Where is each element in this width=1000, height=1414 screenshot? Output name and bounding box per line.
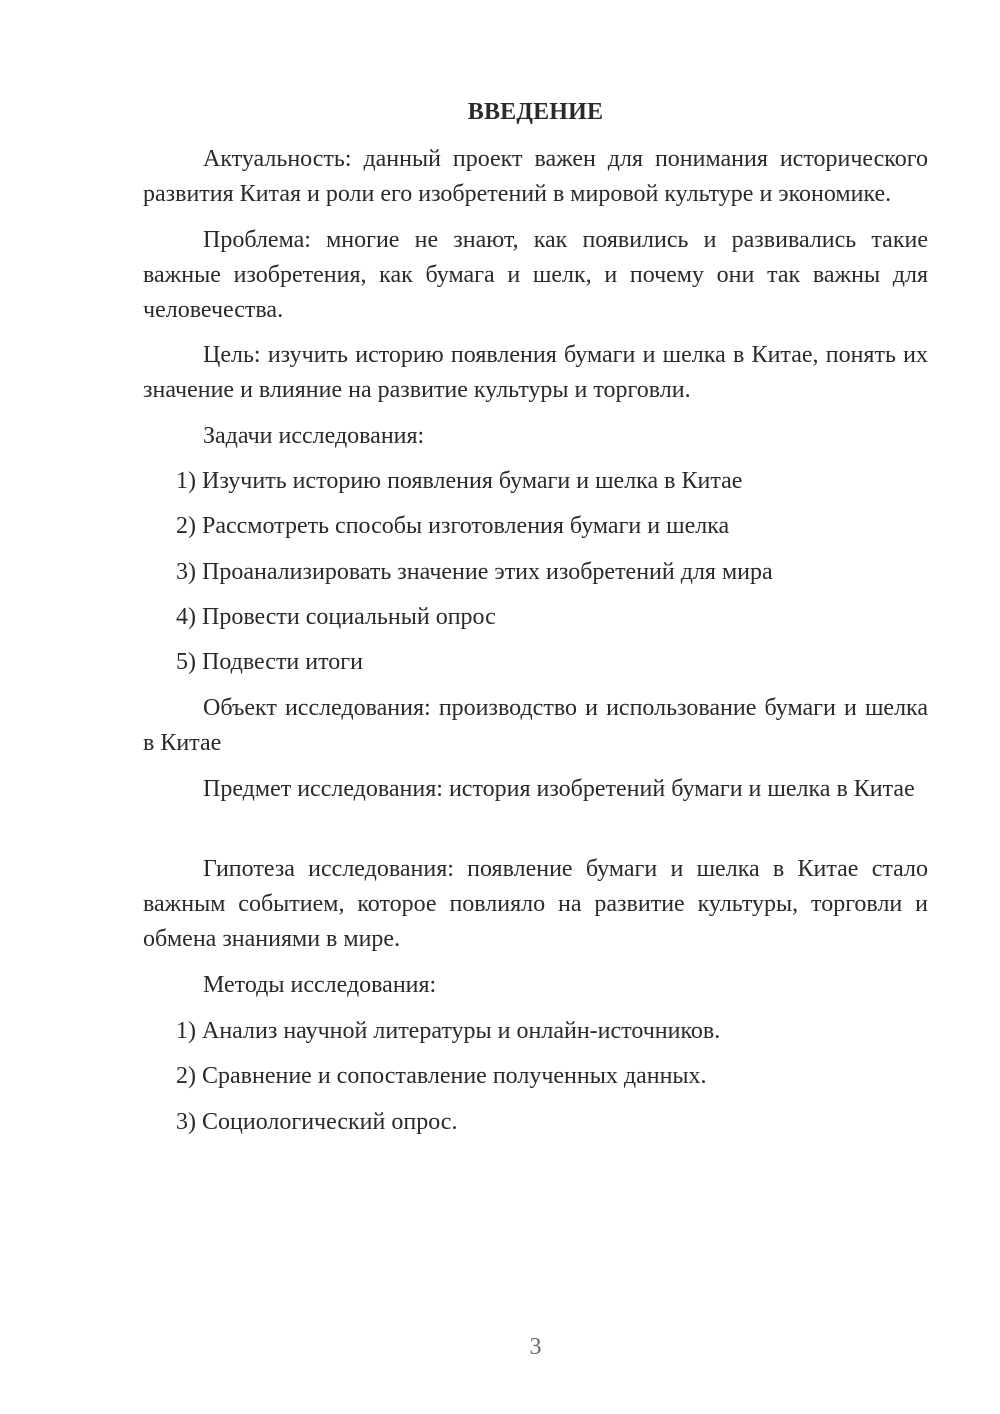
problem-paragraph: Проблема: многие не знают, как появились и развивались такие важные изобретения, как бумага и шелк, и почему они так важны для человечества.: [143, 227, 928, 323]
hypothesis-paragraph: Гипотеза исследования: появление бумаги и шелка в Китае стало важным событием, которое повлияло на развитие культуры, торговли и обмена знаниями в мире.: [143, 856, 928, 952]
document-page: [143, 0, 928, 1414]
task-item-5: 5) Подвести итоги: [176, 649, 363, 675]
task-item-1: 1) Изучить историю появления бумаги и шелка в Китае: [176, 468, 743, 494]
task-item-3: 3) Проанализировать значение этих изобретений для мира: [176, 559, 773, 585]
methods-heading: Методы исследования:: [203, 972, 437, 998]
subject-paragraph: Предмет исследования: история изобретений бумаги и шелка в Китае: [203, 776, 915, 802]
method-item-3: 3) Социологический опрос.: [176, 1109, 458, 1135]
page-number: 3: [529, 1334, 542, 1360]
method-item-2: 2) Сравнение и сопоставление полученных данных.: [176, 1063, 707, 1089]
task-item-4: 4) Провести социальный опрос: [176, 604, 496, 630]
method-item-1: 1) Анализ научной литературы и онлайн-источников.: [176, 1018, 721, 1044]
page-title: ВВЕДЕНИЕ: [467, 99, 604, 125]
object-paragraph: Объект исследования: производство и использование бумаги и шелка в Китае: [143, 695, 928, 756]
goal-paragraph: Цель: изучить историю появления бумаги и шелка в Китае, понять их значение и влияние на развитие культуры и торговли.: [143, 342, 928, 403]
relevance-paragraph: Актуальность: данный проект важен для понимания исторического развития Китая и роли его изобретений в мировой культуре и экономике.: [143, 146, 928, 207]
tasks-heading: Задачи исследования:: [203, 423, 425, 449]
task-item-2: 2) Рассмотреть способы изготовления бумаги и шелка: [176, 513, 730, 539]
